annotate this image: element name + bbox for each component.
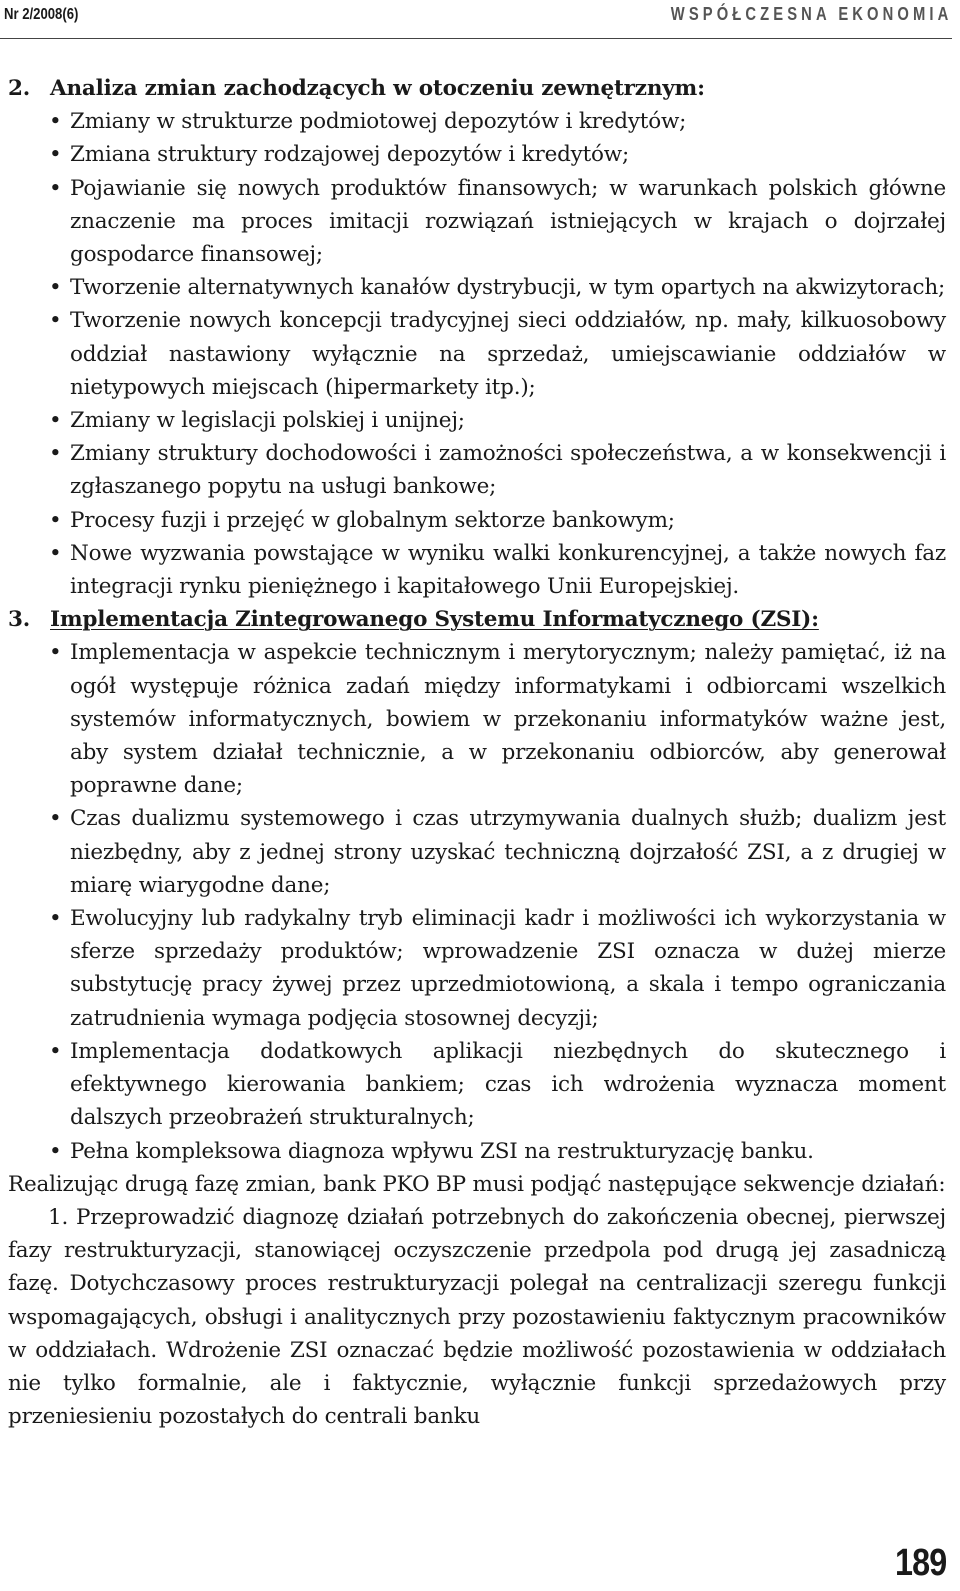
intro-paragraph: Realizując drugą fazę zmian, bank PKO BP musi podjąć następujące sekwencje działań:: [8, 1171, 946, 1197]
section-3-heading: [8, 603, 946, 636]
section-3-title: Implementacja Zintegrowanego Systemu Informatycznego (ZSI):: [50, 607, 819, 633]
list-item: • Tworzenie alternatywnych kanałów dystrybucji, w tym opartych na akwizytorach;: [70, 271, 946, 304]
body-text: [8, 72, 946, 1433]
list-item: • Zmiany w legislacji polskiej i unijnej;: [70, 404, 946, 437]
section-3-number: 3.: [8, 607, 31, 633]
header-rule: [0, 38, 952, 39]
section-2-number: 2.: [8, 76, 31, 101]
running-header: [4, 4, 952, 34]
list-item: • Pojawianie się nowych produktów finansowych; w warunkach polskich główne znaczenie ma proces imitacji rozwiązań istniejących w krajach o dojrzałej gospodarce finansowej;: [70, 172, 946, 272]
list-item: • Procesy fuzji i przejęć w globalnym sektorze bankowym;: [70, 504, 946, 537]
list-item: • Ewolucyjny lub radykalny tryb eliminacji kadr i możliwości ich wykorzystania w sferze sprzedaży produktów; wprowadzenie ZSI oznacza w dużej mierze substytucję pracy żywej przez uprzedmiotowioną, a skala i tempo ograniczania zatrudnienia wymaga podjęcia stosownej decyzji;: [70, 902, 946, 1035]
section-2-title: Analiza zmian zachodzących w otoczeniu zewnętrznym:: [50, 76, 705, 101]
list-item: • Implementacja w aspekcie technicznym i merytorycznym; należy pamiętać, iż na ogół występuje różnica zadań między informatykami i odbiorcami wszelkich systemów informatycznych, bowiem w przekonaniu informatyków ważne jest, aby system działał technicznie, a w przekonaniu odbiorców, aby generował poprawne dane;: [70, 636, 946, 802]
section-2-heading: [8, 72, 946, 105]
page-number: 189: [894, 1542, 946, 1584]
list-item: • Zmiany w strukturze podmiotowej depozytów i kredytów;: [70, 105, 946, 138]
numbered-paragraph: 1. Przeprowadzić diagnozę działań potrzebnych do zakończenia obecnej, pierwszej fazy restrukturyzacji, stanowiącej oczyszczenie przedpola pod drugą jej zasadniczą fazę. Dotychczasowy proces restrukturyzacji polegał na centralizacji szeregu funkcji wspomagających, obsługi i analitycznych przy pozostawieniu faktycznym pracowników w oddziałach. Wdrożenie ZSI oznaczać będzie możliwość pozostawienia w oddziałach nie tylko formalnie, ale i faktycznie, wyłącznie funkcji sprzedażowych przy przeniesieniu pozostałych do centrali banku: [8, 1204, 946, 1430]
list-item: • Zmiany struktury dochodowości i zamożności społeczeństwa, a w konsekwencji i zgłaszanego popytu na usługi bankowe;: [70, 437, 946, 503]
journal-title: WSPÓŁCZESNA EKONOMIA: [670, 4, 952, 24]
list-item: • Zmiana struktury rodzajowej depozytów i kredytów;: [70, 138, 946, 171]
list-item: • Czas dualizmu systemowego i czas utrzymywania dualnych służb; dualizm jest niezbędny, aby z jednej strony uzyskać techniczną dojrzałość ZSI, a z drugiej w miarę wiarygodne dane;: [70, 802, 946, 902]
list-item: • Implementacja dodatkowych aplikacji niezbędnych do skutecznego i efektywnego kierowania bankiem; czas ich wdrożenia wyznacza moment dalszych przeobrażeń strukturalnych;: [70, 1035, 946, 1135]
list-item: • Pełna kompleksowa diagnoza wpływu ZSI na restrukturyzację banku.: [70, 1135, 946, 1168]
list-item: • Tworzenie nowych koncepcji tradycyjnej sieci oddziałów, np. mały, kilkuosobowy oddział nastawiony wyłącznie na sprzedaż, umiejscawianie oddziałów w nietypowych miejscach (hipermarkety itp.);: [70, 304, 946, 404]
list-item: • Nowe wyzwania powstające w wyniku walki konkurencyjnej, a także nowych faz integracji rynku pieniężnego i kapitałowego Unii Europejskiej.: [70, 537, 946, 603]
section-2-list: [8, 105, 946, 603]
issue-number: Nr 2/2008(6): [4, 6, 79, 23]
section-3-list: [8, 636, 946, 1167]
